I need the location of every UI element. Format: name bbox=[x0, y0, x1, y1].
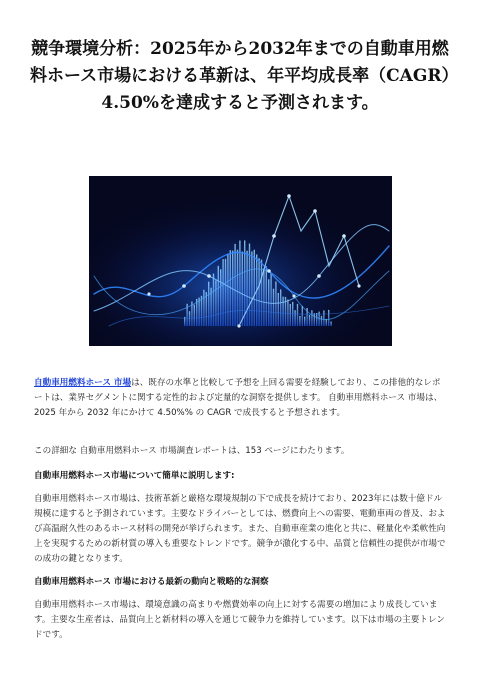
hero-bar bbox=[194, 305, 195, 326]
section1-text: 自動車用燃料ホース市場は、技術革新と厳格な環境規制の下で成長を続けており、2023年には数十億ドル規模に達すると予測されています。主要なドライバーとしては、燃費向上への需要、電動車両の普及、および高温耐久性のあるホース材料の開発が挙げられます。また、自動車産業の進化と共に、軽量化や柔軟性向上を実現するための新材質の導入も重要なトレンドです。競争が激化する中、品質と信頼性の提供が市場での成功の鍵となります。 bbox=[34, 494, 446, 564]
hero-bar bbox=[316, 313, 317, 326]
hero-bar bbox=[278, 293, 279, 326]
section2-text: 自動車用燃料ホース市場は、環境意識の高まりや燃費効率の向上に対する需要の増加により成長しています。主要な生産者は、品質向上と新材料の導入を通じて競争力を維持しています。以下は市場の主要トレンドです。 bbox=[34, 600, 445, 640]
hero-bar bbox=[203, 290, 204, 326]
hero-bar bbox=[287, 300, 288, 327]
market-link[interactable]: 自動車用燃料ホース 市場 bbox=[34, 378, 132, 388]
hero-bar bbox=[328, 310, 329, 326]
hero-bar bbox=[227, 254, 228, 326]
blue-data-visualization-image bbox=[89, 176, 392, 346]
hero-bar bbox=[266, 266, 267, 326]
section2-heading: 自動車用燃料ホース 市場における最新の動向と戦略的な洞察 bbox=[34, 577, 269, 587]
section1-heading: 自動車用燃料ホース市場について簡単に説明します: bbox=[34, 471, 235, 481]
hero-bar bbox=[302, 306, 303, 326]
hero-bar bbox=[290, 304, 291, 326]
hero-bar bbox=[330, 322, 331, 327]
hero-bar bbox=[282, 297, 283, 326]
hero-bar bbox=[258, 258, 259, 326]
hero-bar bbox=[294, 310, 295, 326]
hero-bar bbox=[326, 319, 327, 326]
hero-bar bbox=[323, 310, 324, 326]
hero-bar bbox=[237, 250, 238, 326]
hero-bar bbox=[263, 268, 264, 326]
intro-text: は、既存の水準と比較して予想を上回る需要を経験しており、この排他的なレポートは、業界セグメントに関する定性的および定量的な洞察を提供します。 自動車用燃料ホース 市場は、2025 年から 2032 年にかけて 4.50%% の CAGR で成長すると予想されます。 bbox=[34, 378, 443, 418]
hero-bar bbox=[218, 266, 219, 326]
hero-bar bbox=[309, 315, 310, 326]
hero-bar bbox=[215, 280, 216, 326]
hero-bar bbox=[234, 244, 235, 326]
hero-bar bbox=[251, 251, 252, 326]
hero-bar bbox=[311, 310, 312, 326]
hero-bar bbox=[242, 252, 243, 327]
page-title: 競争環境分析：2025年から2032年までの自動車用燃料ホース市場における革新は、年平均成長率（CAGR）4.50%を達成すると予測されます。 bbox=[29, 39, 450, 113]
hero-bar bbox=[246, 251, 247, 326]
hero-bar bbox=[222, 259, 223, 326]
hero-image bbox=[89, 176, 392, 346]
hero-bar bbox=[201, 296, 202, 326]
hero-bar bbox=[198, 298, 199, 326]
hero-bar bbox=[299, 316, 300, 326]
pages-note: この詳細な 自動車用燃料ホース 市場調査レポートは、153 ページにわたります。 bbox=[34, 446, 350, 456]
hero-bar bbox=[189, 311, 190, 326]
intro-paragraph bbox=[34, 376, 448, 421]
hero-bar bbox=[280, 289, 281, 326]
hero-bar bbox=[208, 282, 209, 326]
hero-bar bbox=[220, 269, 221, 326]
hero-bar bbox=[254, 250, 255, 326]
hero-bar bbox=[225, 259, 226, 326]
hero-bar bbox=[304, 317, 305, 326]
hero-bar bbox=[321, 316, 322, 326]
hero-bar bbox=[297, 304, 298, 326]
hero-bar bbox=[270, 274, 271, 326]
hero-bar bbox=[206, 292, 207, 326]
hero-bar bbox=[273, 289, 274, 326]
hero-bar bbox=[314, 313, 315, 326]
hero-bar bbox=[213, 274, 214, 326]
